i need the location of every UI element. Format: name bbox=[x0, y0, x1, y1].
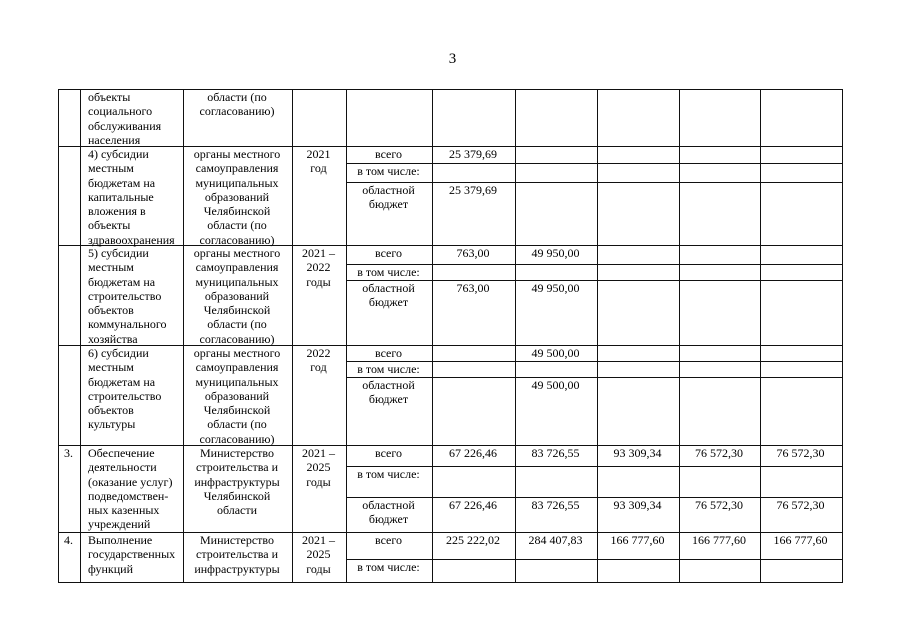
amount-value: 76 572,30 bbox=[695, 446, 743, 460]
activity-name: объекты социального обслуживания населения bbox=[88, 90, 162, 147]
amount-value: 166 777,60 bbox=[610, 533, 665, 547]
amount-value: 763,00 bbox=[456, 246, 490, 260]
executor: Министерство строительства и инфраструктуры bbox=[194, 533, 280, 576]
amount-value: 67 226,46 bbox=[449, 498, 497, 512]
amount-value: 76 572,30 bbox=[776, 446, 825, 460]
amount-value: 25 379,69 bbox=[449, 183, 497, 197]
executor: органы местного самоуправления муниципальных образований Челябинской области (по согласованию) bbox=[193, 346, 281, 446]
executor: органы местного самоуправления муниципальных образований Челябинской области (по согласованию) bbox=[193, 246, 281, 346]
funding-source-label: в том числе: bbox=[357, 467, 420, 481]
funding-source-label: областной бюджет bbox=[362, 378, 415, 407]
amount-value: 49 950,00 bbox=[531, 281, 580, 295]
amount-value: 76 572,30 bbox=[695, 498, 743, 512]
table-border-horizontal bbox=[58, 582, 843, 583]
amount-value: 25 379,69 bbox=[449, 147, 497, 161]
period-years: 2022 год bbox=[306, 346, 331, 375]
funding-source-label: всего bbox=[374, 533, 403, 547]
amount-value: 49 500,00 bbox=[531, 346, 580, 360]
funding-source-label: всего bbox=[374, 246, 403, 260]
amount-value: 763,00 bbox=[456, 281, 490, 295]
row-number: 4. bbox=[64, 533, 73, 547]
amount-value: 67 226,46 bbox=[449, 446, 497, 460]
table-border-vertical bbox=[80, 89, 81, 582]
period-years: 2021 – 2025 годы bbox=[302, 446, 335, 489]
period-years: 2021 год bbox=[306, 147, 331, 176]
amount-value: 83 726,55 bbox=[531, 446, 580, 460]
funding-source-label: в том числе: bbox=[357, 560, 420, 574]
executor: органы местного самоуправления муниципальных образований Челябинской области (по согласованию) bbox=[193, 147, 281, 247]
funding-source-label: всего bbox=[374, 147, 403, 161]
funding-source-label: всего bbox=[374, 346, 403, 360]
funding-source-label: областной бюджет bbox=[362, 183, 415, 212]
period-years: 2021 – 2022 годы bbox=[302, 246, 335, 289]
amount-value: 284 407,83 bbox=[528, 533, 583, 547]
activity-name: 6) субсидии местным бюджетам на строительство объектов культуры bbox=[88, 346, 162, 432]
amount-value: 49 500,00 bbox=[531, 378, 580, 392]
amount-value: 93 309,34 bbox=[613, 498, 662, 512]
table-border-vertical bbox=[58, 89, 59, 582]
funding-source-label: в том числе: bbox=[357, 164, 420, 178]
amount-value: 225 222,02 bbox=[446, 533, 500, 547]
funding-source-label: всего bbox=[374, 446, 403, 460]
funding-source-label: областной бюджет bbox=[362, 281, 415, 310]
activity-name: Выполнение государственных функций bbox=[88, 533, 176, 576]
row-number: 3. bbox=[64, 446, 73, 460]
amount-value: 166 777,60 bbox=[692, 533, 746, 547]
executor: области (по согласованию) bbox=[199, 90, 275, 119]
activity-name: Обеспечение деятельности (оказание услуг) подведомствен- ных казенных учреждений bbox=[88, 446, 173, 532]
funding-source-label: областной бюджет bbox=[362, 498, 415, 527]
page-number: 3 bbox=[448, 51, 457, 67]
period-years: 2021 – 2025 годы bbox=[302, 533, 335, 576]
amount-value: 166 777,60 bbox=[773, 533, 828, 547]
executor: Министерство строительства и инфраструктуры Челябинской области bbox=[194, 446, 280, 518]
amount-value: 49 950,00 bbox=[531, 246, 580, 260]
amount-value: 83 726,55 bbox=[531, 498, 580, 512]
amount-value: 93 309,34 bbox=[613, 446, 662, 460]
funding-source-label: в том числе: bbox=[357, 265, 420, 279]
activity-name: 4) субсидии местным бюджетам на капитальные вложения в объекты здравоохранения bbox=[88, 147, 175, 247]
activity-name: 5) субсидии местным бюджетам на строительство объектов коммунального хозяйства bbox=[88, 246, 167, 346]
amount-value: 76 572,30 bbox=[776, 498, 825, 512]
funding-source-label: в том числе: bbox=[357, 362, 420, 376]
